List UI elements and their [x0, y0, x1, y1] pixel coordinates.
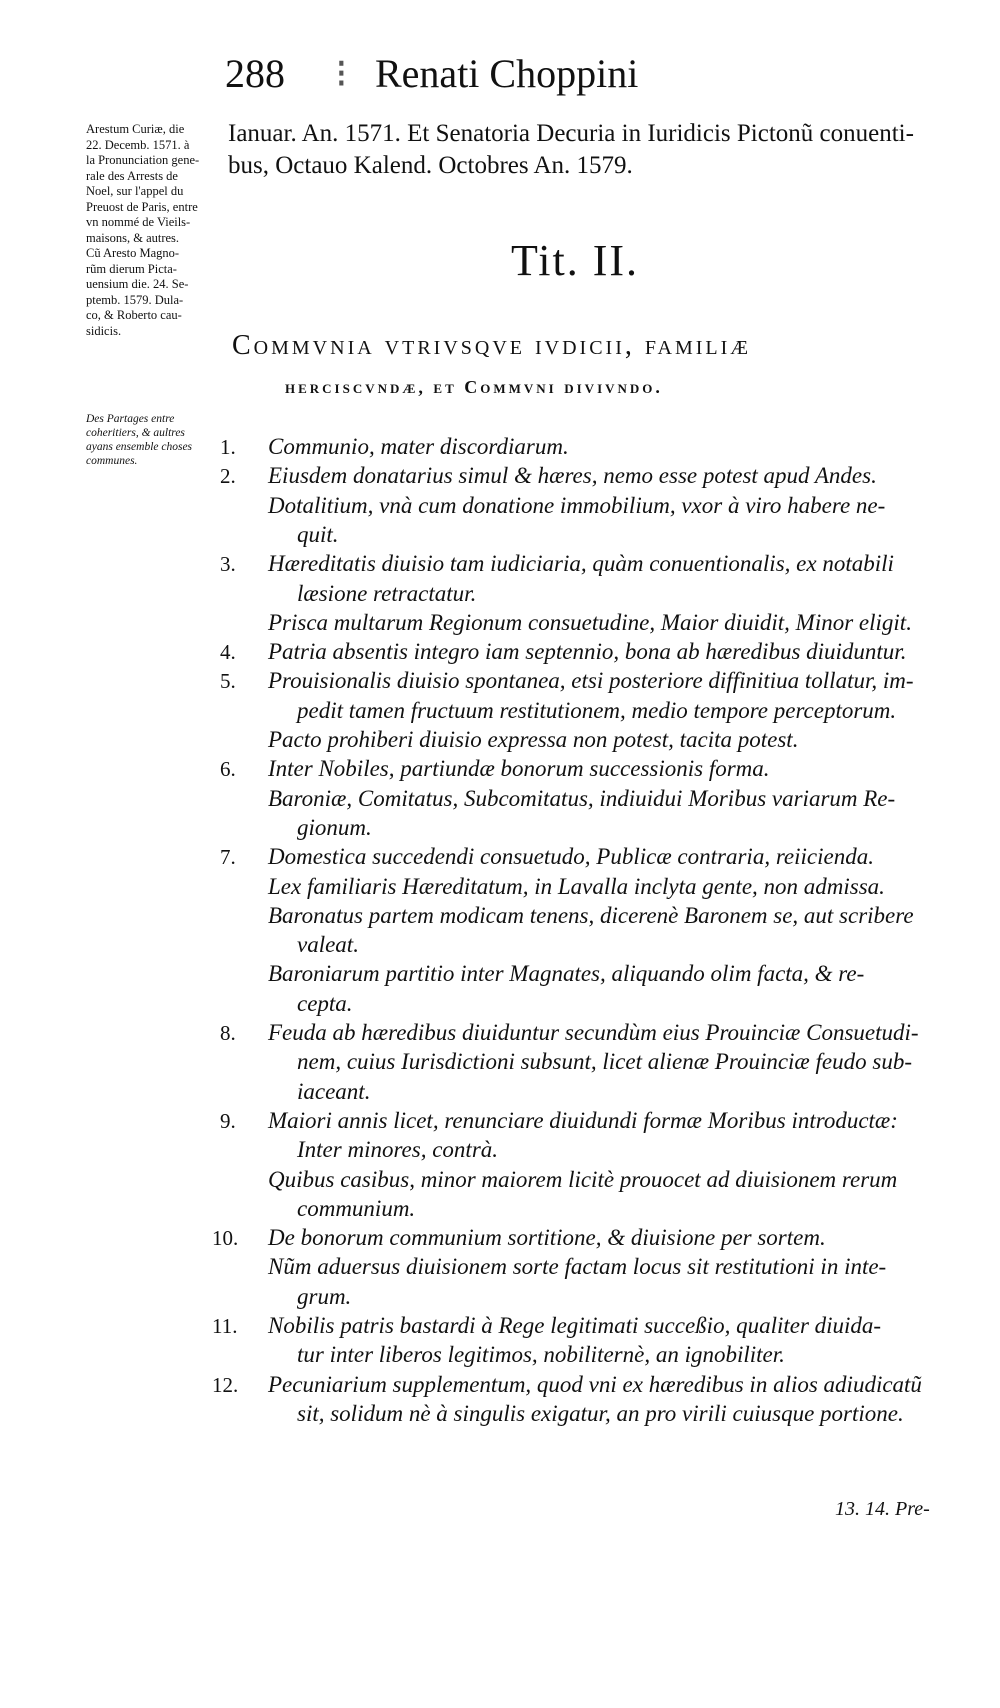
summary-number: 10.: [212, 1226, 239, 1251]
summary-line: communium.: [297, 1195, 416, 1221]
summary-line: Patria absentis integro iam septennio, bona ab hæredibus diuiduntur.: [268, 639, 907, 665]
summary-line: Quibus casibus, minor maiorem licitè prouocet ad diuisionem rerum: [268, 1166, 898, 1192]
summary-number: 7.: [220, 845, 236, 870]
summary-line: Prisca multarum Regionum consuetudine, Maior diuidit, Minor eligit.: [268, 609, 912, 635]
summary-line: Nobilis patris bastardi à Rege legitimati succeßio, qualiter diuida-: [268, 1313, 882, 1338]
margin-note-line: Cũ Aresto Magno-: [86, 246, 180, 260]
margin-note-partages: [86, 412, 224, 468]
margin-note-line: Arestum Curiæ, die: [86, 122, 185, 136]
summary-number: 11.: [212, 1314, 238, 1338]
summary-line: Nũm aduersus diuisionem sorte factam locus sit restitutioni in inte-: [268, 1254, 887, 1280]
summary-line: Baroniarum partitio inter Magnates, aliquando olim facta, & re-: [268, 961, 865, 987]
summary-line: Pacto prohiberi diuisio expressa non potest, tacita potest.: [268, 727, 799, 752]
margin-note-line: 22. Decemb. 1571. à: [86, 137, 190, 152]
summary-number: 4.: [220, 640, 236, 665]
intro-line: Ianuar. An. 1571. Et Senatoria Decuria in Iuridicis Pictonũ conuenti-: [228, 120, 914, 147]
summary-line: Dotalitium, vnà cum donatione immobilium, vxor à viro habere ne-: [268, 492, 886, 518]
margin-note-arestum: [86, 122, 224, 339]
summary-number: 12.: [212, 1372, 239, 1397]
margin-note-line: Noel, sur l'appel du: [86, 184, 184, 198]
summary-line: læsione retractatur.: [297, 580, 477, 606]
rubric-line-1: Commvnia vtrivsqve ivdicii, familiæ: [232, 330, 752, 361]
margin-note-line: Preuost de Paris, entre: [86, 199, 198, 214]
summary-line: Baroniæ, Comitatus, Subcomitatus, indiuidui Moribus variarum Re-: [268, 785, 896, 811]
margin-note-line: ayans ensemble choses: [86, 441, 193, 453]
summary-number: 9.: [220, 1108, 236, 1133]
intro-line: bus, Octauo Kalend. Octobres An. 1579.: [228, 152, 633, 179]
margin-note-line: rũm dierum Picta-: [86, 261, 177, 276]
margin-note-line: sidicis.: [86, 323, 122, 338]
summary-line: valeat.: [297, 932, 359, 958]
summary-line: Communio, mater discordiarum.: [268, 434, 569, 459]
summary-line: tur inter liberos legitimos, nobiliternè, an ignobiliter.: [297, 1342, 785, 1368]
summary-line: sit, solidum nè à singulis exigatur, an pro virili cuiusque portione.: [297, 1400, 904, 1426]
summary-line: Baronatus partem modicam tenens, dicerenè Baronem se, aut scribere: [268, 902, 914, 928]
running-header: [225, 52, 638, 96]
margin-note-line: communes.: [86, 455, 138, 467]
summary-number: 8.: [220, 1021, 236, 1045]
summary-line: De bonorum communium sortitione, & diuisione per sortem.: [268, 1225, 826, 1251]
summary-line: Hæreditatis diuisio tam iudiciaria, quàm conuentionalis, ex notabili: [268, 551, 894, 577]
summary-line: cepta.: [297, 990, 353, 1016]
summary-line: nem, cuius Iurisdictioni subsunt, licet alienæ Prouinciæ feudo sub-: [297, 1049, 912, 1075]
intro-text: [228, 118, 914, 182]
summary-number: 2.: [220, 464, 236, 489]
summary-line: Inter minores, contrà.: [297, 1137, 499, 1163]
summary-number: 5.: [220, 669, 236, 694]
summary-line: Maiori annis licet, renunciare diuidundi formæ Moribus introductæ:: [268, 1107, 898, 1133]
catchword: 13. 14. Pre-: [835, 1498, 930, 1520]
summary-number: 6.: [220, 757, 236, 782]
summary-line: quit.: [297, 521, 339, 547]
summary-line: Prouisionalis diuisio spontanea, etsi posteriore diffinitiua tollatur, im-: [268, 668, 914, 694]
margin-note-line: rale des Arrests de: [86, 168, 178, 183]
summary-line: Pecuniarium supplementum, quod vni ex hæredibus in alios adiudicatũ: [268, 1371, 922, 1397]
summary-number: 3.: [220, 552, 236, 577]
summary-line: Inter Nobiles, partiundæ bonorum successionis forma.: [268, 756, 770, 782]
margin-note-line: uensium die. 24. Se-: [86, 277, 189, 291]
page-number: 288: [225, 51, 285, 96]
margin-note-line: ptemb. 1579. Dula-: [86, 292, 184, 307]
margin-note-line: maisons, & autres.: [86, 230, 180, 245]
title-heading: Tit. II.: [510, 236, 640, 285]
summary-line: gionum.: [297, 814, 372, 840]
summary-number: 1.: [220, 435, 236, 459]
margin-note-line: vn nommé de Vieils-: [86, 215, 191, 229]
summary-line: Domestica succedendi consuetudo, Publicæ contraria, reiicienda.: [268, 844, 874, 870]
header-separator: ⁝: [335, 51, 348, 96]
summary-line: Feuda ab hæredibus diuiduntur secundùm eius Prouinciæ Consuetudi-: [268, 1020, 919, 1045]
margin-note-line: la Pronunciation gene-: [86, 153, 200, 167]
summary-line: pedit tamen fructuum restitutionem, medio tempore perceptorum.: [297, 697, 897, 723]
summary-line: Lex familiaris Hæreditatum, in Lavalla inclyta gente, non admissa.: [268, 873, 885, 899]
margin-note-line: Des Partages entre: [86, 413, 175, 425]
running-title: Renati Choppini: [375, 51, 639, 96]
rubric-line-2: herciscvndæ, et Commvni divivndo.: [285, 377, 663, 397]
summary-line: iaceant.: [297, 1078, 371, 1104]
margin-note-line: co, & Roberto cau-: [86, 308, 182, 322]
margin-note-line: coheritiers, & aultres: [86, 427, 185, 439]
summary-line: grum.: [297, 1283, 352, 1309]
summary-line: Eiusdem donatarius simul & hæres, nemo esse potest apud Andes.: [268, 463, 877, 489]
